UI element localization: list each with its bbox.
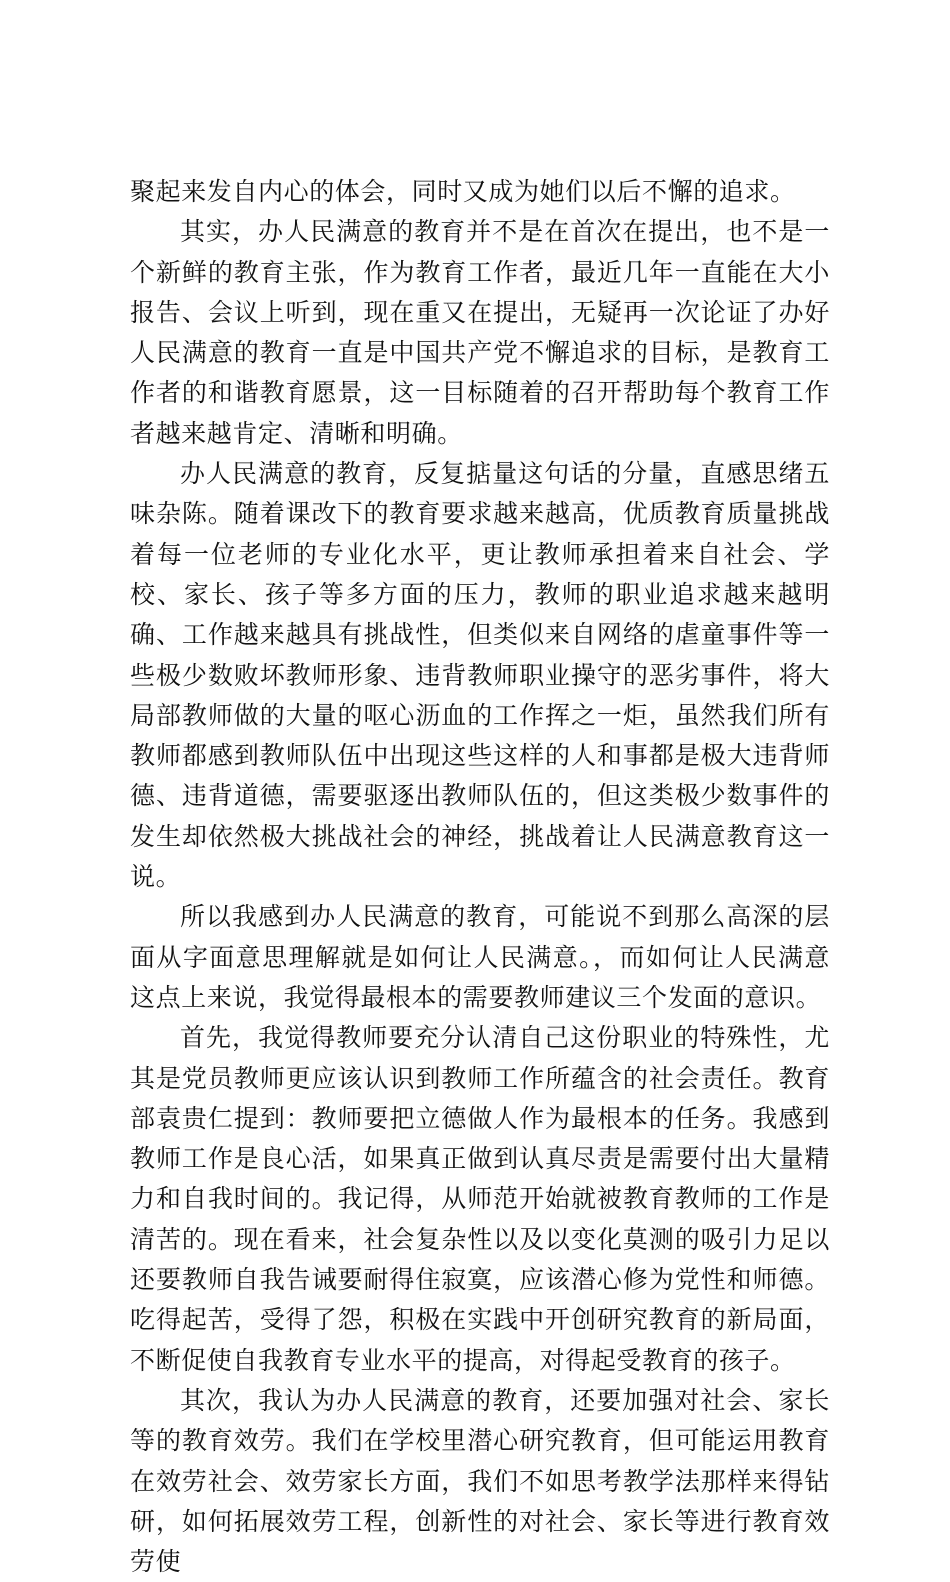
- paragraph-three-awareness: 所以我感到办人民满意的教育，可能说不到那么高深的层面从字面意思理解就是如何让人民满意。，而如何让人民满意这点上来说，我觉得最根本的需要教师建议三个发面的意识。: [130, 902, 830, 1012]
- paragraph-second-point: 其次，我认为办人民满意的教育，还要加强对社会、家长等的教育效劳。我们在学校里潜心研究教育，但可能运用教育在效劳社会、效劳家长方面，我们不如思考教学法那样来得钻研，如何拓展效劳工程，创新性的对社会、家长等进行教育效劳使: [130, 1385, 830, 1577]
- paragraph-teacher-pressure: 办人民满意的教育，反复掂量这句话的分量，直感思绪五味杂陈。随着课改下的教育要求越来越高，优质教育质量挑战着每一位老师的专业化水平，更让教师承担着来自社会、学校、家长、孩子等多方面的压力，教师的职业追求越来越明确、工作越来越具有挑战性，但类似来自网络的虐童事件等一些极少数败坏教师形象、违背教师职业操守的恶劣事件，将大局部教师做的大量的呕心沥血的工作挥之一炬，虽然我们所有教师都感到教师队伍中出现这些这样的人和事都是极大违背师德、违背道德，需要驱逐出教师队伍的，但这类极少数事件的发生却依然极大挑战社会的神经，挑战着让人民满意教育这一说。: [130, 459, 830, 892]
- document-page: [130, 172, 830, 1582]
- paragraph-first-point: 首先，我觉得教师要充分认清自己这份职业的特殊性，尤其是党员教师更应该认识到教师工作所蕴含的社会责任。教育部袁贵仁提到：教师要把立德做人作为最根本的任务。我感到教师工作是良心活，如果真正做到认真尽责是需要付出大量精力和自我时间的。我记得，从师范开始就被教育教师的工作是清苦的。现在看来，社会复杂性以及以变化莫测的吸引力足以还要教师自我告诫要耐得住寂寞，应该潜心修为党性和师德。吃得起苦，受得了怨，积极在实践中开创研究教育的新局面，不断促使自我教育专业水平的提高，对得起受教育的孩子。: [130, 1023, 830, 1375]
- paragraph-satisfying-education-goal: 其实，办人民满意的教育并不是在首次在提出，也不是一个新鲜的教育主张，作为教育工作者，最近几年一直能在大小报告、会议上听到，现在重又在提出，无疑再一次论证了办好人民满意的教育一直是中国共产党不懈追求的目标，是教育工作者的和谐教育愿景，这一目标随着的召开帮助每个教育工作者越来越肯定、清晰和明确。: [130, 217, 830, 448]
- paragraph-continuation: 聚起来发自内心的体会，同时又成为她们以后不懈的追求。: [130, 177, 796, 206]
